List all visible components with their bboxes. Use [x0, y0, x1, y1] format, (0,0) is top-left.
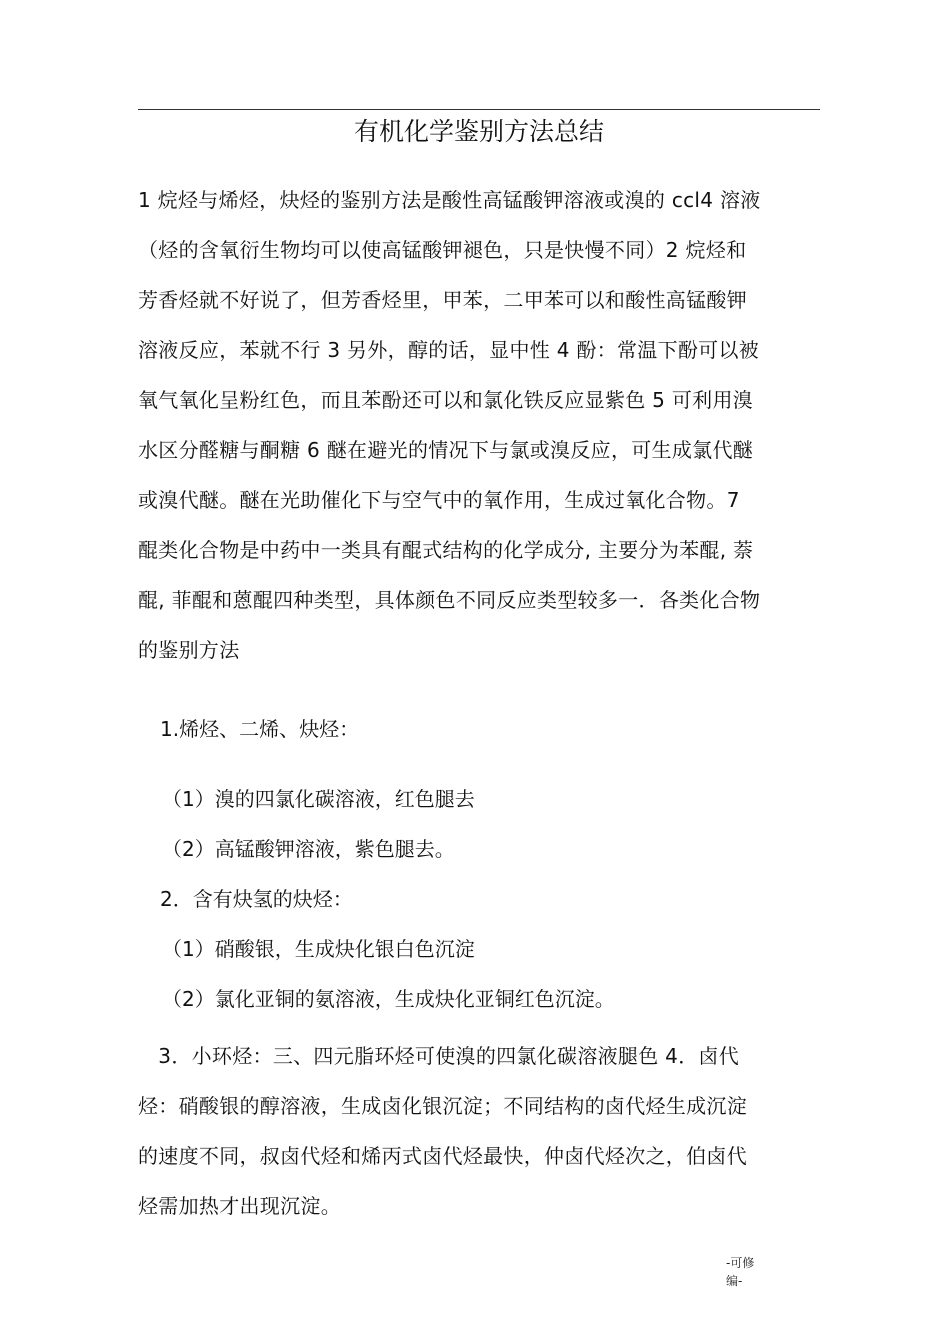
paragraph-line: 或溴代醚。醚在光助催化下与空气中的氧作用，生成过氧化合物。7 [138, 488, 740, 512]
paragraph-line: 烃：硝酸银的醇溶液，生成卤化银沉淀；不同结构的卤代烃生成沉淀 [138, 1094, 747, 1118]
paragraph-line: 醌, 菲醌和蒽醌四种类型，具体颜色不同反应类型较多一．各类化合物 [138, 588, 761, 612]
section3-paragraph [138, 1031, 820, 1231]
paragraph-line: 溶液反应，苯就不行 3 另外，醇的话，显中性 4 酚：常温下酚可以被 [138, 338, 760, 362]
paragraph-line: 3．小环烃：三、四元脂环烃可使溴的四氯化碳溶液腿色 4．卤代 [138, 1044, 740, 1068]
paragraph-line: 的鉴别方法 [138, 638, 240, 662]
paragraph-line: 水区分醛糖与酮糖 6 醚在避光的情况下与氯或溴反应，可生成氯代醚 [138, 438, 754, 462]
paragraph-line: 芳香烃就不好说了，但芳香烃里，甲苯，二甲苯可以和酸性高锰酸钾 [138, 288, 747, 312]
paragraph-line: 氧气氧化呈粉红色，而且苯酚还可以和氯化铁反应显紫色 5 可利用溴 [138, 388, 754, 412]
footer-editable-note [726, 1254, 754, 1290]
header-rule [138, 109, 820, 110]
page-title: 有机化学鉴别方法总结 [353, 117, 604, 146]
paragraph-line: 的速度不同，叔卤代烃和烯丙式卤代烃最快，仲卤代烃次之，伯卤代 [138, 1144, 747, 1168]
section-heading-terminal-alkynes: 2．含有炔氢的炔烃： [160, 887, 353, 911]
list-item: （2）高锰酸钾溶液，紫色腿去。 [162, 837, 455, 861]
footer-line: -可修 [726, 1256, 755, 1270]
list-item: （1）硝酸银，生成炔化银白色沉淀 [162, 937, 475, 961]
paragraph-line: 烃需加热才出现沉淀。 [138, 1194, 341, 1218]
paragraph-line: 1 烷烃与烯烃，炔烃的鉴别方法是酸性高锰酸钾溶液或溴的 ccl4 溶液 [138, 188, 761, 212]
section-heading-alkenes: 1.烯烃、二烯、炔烃： [160, 717, 360, 741]
footer-line: 编- [726, 1274, 743, 1288]
list-item: （1）溴的四氯化碳溶液，红色腿去 [162, 787, 475, 811]
list-item: （2）氯化亚铜的氨溶液，生成炔化亚铜红色沉淀。 [162, 987, 615, 1011]
paragraph-line: 醌类化合物是中药中一类具有醌式结构的化学成分, 主要分为苯醌, 萘 [138, 538, 754, 562]
paragraph-line: （烃的含氧衍生物均可以使高锰酸钾褪色，只是快慢不同）2 烷烃和 [138, 238, 747, 262]
intro-paragraph [138, 175, 820, 675]
